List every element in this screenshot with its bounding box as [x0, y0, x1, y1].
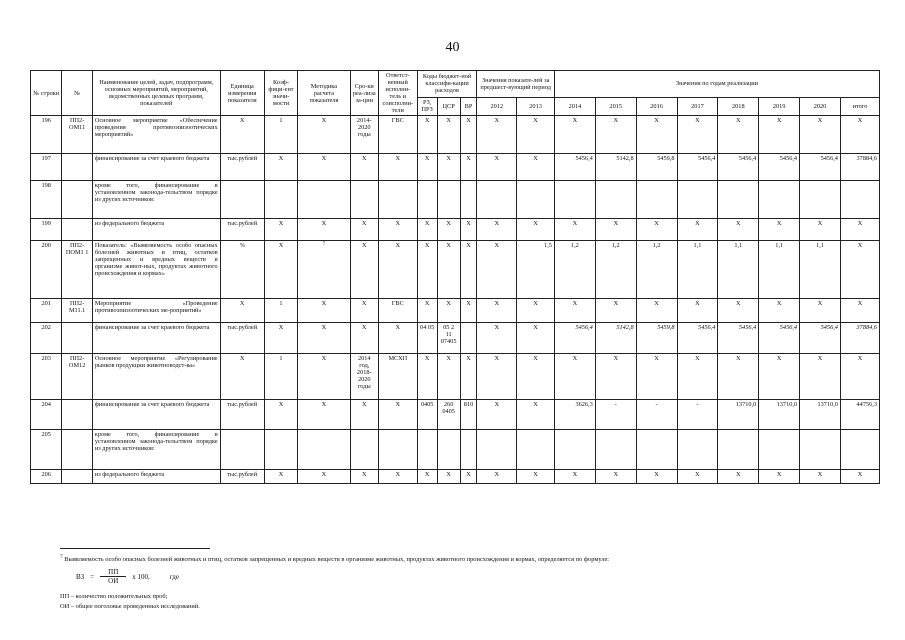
row-2019: X: [759, 116, 800, 154]
row-code: ПП2-М11.1: [62, 299, 92, 323]
row-2013: X: [517, 154, 555, 181]
row-2020: [800, 430, 841, 470]
row-vr: X: [460, 219, 477, 241]
row-total: X: [840, 116, 879, 154]
row-coef: X: [264, 219, 298, 241]
row-executor: [378, 430, 417, 470]
row-rz: X: [417, 354, 437, 400]
row-2018: X: [718, 116, 759, 154]
row-2013: X: [517, 116, 555, 154]
table-row: [31, 181, 880, 219]
row-coef: X: [264, 400, 298, 430]
table-row: [31, 241, 880, 299]
row-2013: X: [517, 354, 555, 400]
table-row: [31, 430, 880, 470]
row-2017: 1,1: [677, 241, 718, 299]
row-executor: X: [378, 219, 417, 241]
row-coef: X: [264, 154, 298, 181]
row-code: [62, 181, 92, 219]
row-vr: X: [460, 241, 477, 299]
row-name: Основное мероприятие «Обеспечение проведения противоэпизоотических мероприятий»: [92, 116, 220, 154]
table-row: [31, 299, 880, 323]
row-method: X: [298, 219, 350, 241]
row-vr: [460, 430, 477, 470]
row-vr: X: [460, 354, 477, 400]
row-unit: тыс.рублей: [220, 400, 264, 430]
row-2014: X: [554, 219, 595, 241]
legend-line-1: ПП – количество положительных проб;: [60, 593, 168, 600]
row-method: X: [298, 299, 350, 323]
row-2014: [554, 181, 595, 219]
row-csr: X: [437, 116, 460, 154]
row-term: [350, 181, 378, 219]
row-2013: X: [517, 219, 555, 241]
row-unit: X: [220, 354, 264, 400]
row-2012: X: [477, 299, 517, 323]
row-rz: X: [417, 299, 437, 323]
row-executor: X: [378, 470, 417, 484]
header-term: Сро-ки реа-лиза за-ции: [350, 71, 378, 116]
row-2015: 1,2: [595, 241, 636, 299]
row-term: X: [350, 299, 378, 323]
row-2020: 13710,0: [800, 400, 841, 430]
row-2015: [595, 181, 636, 219]
row-code: [62, 430, 92, 470]
header-row-1: [31, 71, 880, 98]
table-row: [31, 323, 880, 354]
row-executor: X: [378, 154, 417, 181]
legend-line-2: ОИ – общее поголовье проведенных исследований.: [60, 603, 200, 611]
row-unit: тыс.рублей: [220, 323, 264, 354]
footnote-mark: 7: [60, 554, 63, 560]
row-coef: [264, 181, 298, 219]
row-vr: [460, 181, 477, 219]
row-2017: X: [677, 354, 718, 400]
header-code-no: №: [62, 71, 92, 116]
row-2017: [677, 181, 718, 219]
header-2012: 2012: [477, 97, 517, 116]
header-rz: РЗ, ПРЗ: [417, 97, 437, 116]
row-2013: 1,5: [517, 241, 555, 299]
row-2020: X: [800, 116, 841, 154]
row-csr: X: [437, 241, 460, 299]
header-total: итого: [840, 97, 879, 116]
row-unit: [220, 430, 264, 470]
table-row: [31, 400, 880, 430]
row-vr: [460, 323, 477, 354]
row-executor: ГВС: [378, 116, 417, 154]
row-executor: [378, 181, 417, 219]
row-coef: 1: [264, 116, 298, 154]
row-2015: 5142,8: [595, 323, 636, 354]
row-2013: [517, 430, 555, 470]
row-coef: X: [264, 241, 298, 299]
row-2012: [477, 181, 517, 219]
row-name: финансирование за счет краевого бюджета: [92, 323, 220, 354]
row-name: кроме того, финансирование в установленном законода-тельством порядке из других источников:: [92, 430, 220, 470]
row-2018: X: [718, 354, 759, 400]
row-2019: X: [759, 299, 800, 323]
row-2015: [595, 430, 636, 470]
row-unit: %: [220, 241, 264, 299]
row-2016: X: [636, 116, 677, 154]
row-2020: X: [800, 219, 841, 241]
formula-fraction: [100, 568, 126, 585]
row-unit: тыс.рублей: [220, 154, 264, 181]
row-number: 196: [31, 116, 62, 154]
header-csr: ЦСР: [437, 97, 460, 116]
formula-numerator: ПП: [100, 568, 126, 577]
row-2017: X: [677, 219, 718, 241]
formula-denominator: ОИ: [108, 577, 119, 585]
row-method: X: [298, 470, 350, 484]
header-2015: 2015: [595, 97, 636, 116]
header-name: Наименование целей, задач, подпрограмм, основных мероприятий, мероприятий, ведомственных целевых программ, показателей: [92, 71, 220, 116]
row-csr: [437, 181, 460, 219]
row-method: X: [298, 400, 350, 430]
row-number: 203: [31, 354, 62, 400]
row-2016: X: [636, 299, 677, 323]
header-vr: ВР: [460, 97, 477, 116]
header-budget-codes: Коды бюджет-ной классифи-кации расходов: [417, 71, 477, 98]
row-rz: X: [417, 116, 437, 154]
row-2016: [636, 430, 677, 470]
row-rz: X: [417, 219, 437, 241]
row-2018: [718, 181, 759, 219]
footnote-text: Выявляемость особо опасных болезней животных и птиц, остатков запрещенных и вредных веществ в организме животных, продуктах животного происхождения и кормах, определяется по формуле:: [64, 556, 610, 564]
row-2020: X: [800, 470, 841, 484]
header-prev-values: Значения показате-лей за предшест-вующий период: [477, 71, 555, 98]
header-2014: 2014: [554, 97, 595, 116]
table-row: [31, 154, 880, 181]
row-name: Основное мероприятие «Регулирование рынков продукции животноводст-ва»: [92, 354, 220, 400]
table-row: [31, 354, 880, 400]
row-rz: 0405: [417, 400, 437, 430]
row-method: [298, 181, 350, 219]
row-method: X: [298, 116, 350, 154]
row-vr: X: [460, 154, 477, 181]
row-2019: X: [759, 219, 800, 241]
row-2014: [554, 430, 595, 470]
row-2019: [759, 430, 800, 470]
footnote-divider: [60, 548, 210, 549]
row-2012: X: [477, 323, 517, 354]
row-name: из федерального бюджета: [92, 470, 220, 484]
row-2015: -: [595, 400, 636, 430]
row-method: X: [298, 354, 350, 400]
row-rz: [417, 181, 437, 219]
row-csr: X: [437, 299, 460, 323]
row-2018: 5456,4: [718, 323, 759, 354]
row-2019: 1,1: [759, 241, 800, 299]
row-2015: 5142,8: [595, 154, 636, 181]
row-term: X: [350, 400, 378, 430]
row-2017: [677, 430, 718, 470]
header-2013: 2013: [517, 97, 555, 116]
header-years-values: Значения по годам реализации: [554, 71, 879, 98]
row-2012: X: [477, 400, 517, 430]
row-csr: X: [437, 470, 460, 484]
row-2015: X: [595, 470, 636, 484]
row-total: 37884,6: [840, 154, 879, 181]
row-code: [62, 219, 92, 241]
row-unit: X: [220, 299, 264, 323]
row-2014: 5456,4: [554, 323, 595, 354]
row-2016: 1,2: [636, 241, 677, 299]
row-total: 44756,3: [840, 400, 879, 430]
row-2016: 5459,8: [636, 154, 677, 181]
row-2017: -: [677, 400, 718, 430]
row-executor: ГВС: [378, 299, 417, 323]
row-2018: 13710,0: [718, 400, 759, 430]
formula-multiplier: х 100,: [132, 572, 150, 581]
row-2014: X: [554, 116, 595, 154]
row-name: Мероприятие «Проведение противоэпизоотических ме-роприятий»: [92, 299, 220, 323]
row-2018: 1,1: [718, 241, 759, 299]
row-term: X: [350, 154, 378, 181]
row-vr: X: [460, 116, 477, 154]
row-2014: X: [554, 299, 595, 323]
row-2020: 5456,4: [800, 323, 841, 354]
row-term: 2014-2020 годы: [350, 116, 378, 154]
row-vr: 810: [460, 400, 477, 430]
row-2020: X: [800, 299, 841, 323]
row-number: 200: [31, 241, 62, 299]
row-2016: X: [636, 219, 677, 241]
row-name: из федерального бюджета: [92, 219, 220, 241]
row-unit: X: [220, 116, 264, 154]
row-total: X: [840, 219, 879, 241]
row-total: X: [840, 354, 879, 400]
row-2020: X: [800, 354, 841, 400]
row-executor: X: [378, 323, 417, 354]
row-coef: X: [264, 323, 298, 354]
row-rz: X: [417, 470, 437, 484]
row-number: 205: [31, 430, 62, 470]
header-2018: 2018: [718, 97, 759, 116]
row-name: кроме того, финансирование в установленном законода-тельством порядке из других источников:: [92, 181, 220, 219]
row-total: 37884,6: [840, 323, 879, 354]
row-2016: 5459,8: [636, 323, 677, 354]
row-total: [840, 181, 879, 219]
row-2018: X: [718, 299, 759, 323]
program-table: [30, 70, 880, 484]
row-number: 198: [31, 181, 62, 219]
row-rz: X: [417, 241, 437, 299]
footnote: [60, 554, 860, 563]
row-rz: 04 05: [417, 323, 437, 354]
row-vr: X: [460, 299, 477, 323]
row-name: финансирование за счет краевого бюджета: [92, 400, 220, 430]
formula-equals: =: [90, 572, 95, 581]
formula-lhs: ВЗ: [76, 572, 85, 581]
row-2019: 5456,4: [759, 154, 800, 181]
row-number: 197: [31, 154, 62, 181]
row-2020: 5456,4: [800, 154, 841, 181]
row-2012: [477, 430, 517, 470]
row-2014: 5456,4: [554, 154, 595, 181]
row-2014: 3626,3: [554, 400, 595, 430]
formula: [76, 568, 179, 585]
row-number: 199: [31, 219, 62, 241]
row-csr: [437, 430, 460, 470]
row-unit: тыс.рублей: [220, 219, 264, 241]
row-total: [840, 430, 879, 470]
header-unit: Единица измерения показателя: [220, 71, 264, 116]
row-coef: X: [264, 470, 298, 484]
row-2015: X: [595, 354, 636, 400]
row-2013: X: [517, 400, 555, 430]
row-number: 206: [31, 470, 62, 484]
row-2019: 13710,0: [759, 400, 800, 430]
row-2017: 5456,4: [677, 154, 718, 181]
row-code: [62, 400, 92, 430]
table-row: [31, 470, 880, 484]
row-2012: X: [477, 154, 517, 181]
row-2013: [517, 181, 555, 219]
row-2014: 1,2: [554, 241, 595, 299]
row-csr: 260 0405: [437, 400, 460, 430]
row-2013: X: [517, 299, 555, 323]
formula-where: где: [169, 572, 179, 581]
row-method: X: [298, 154, 350, 181]
row-total: X: [840, 241, 879, 299]
row-csr: X: [437, 354, 460, 400]
row-unit: тыс.рублей: [220, 470, 264, 484]
row-2012: X: [477, 116, 517, 154]
row-2019: X: [759, 470, 800, 484]
row-2017: X: [677, 116, 718, 154]
row-rz: [417, 430, 437, 470]
row-code: ПП2-ПОМ1 1: [62, 241, 92, 299]
row-2016: -: [636, 400, 677, 430]
row-2013: X: [517, 323, 555, 354]
row-rz: X: [417, 154, 437, 181]
row-2020: 1,1: [800, 241, 841, 299]
row-2016: X: [636, 470, 677, 484]
row-executor: X: [378, 241, 417, 299]
row-code: [62, 154, 92, 181]
row-2016: [636, 181, 677, 219]
header-2019: 2019: [759, 97, 800, 116]
row-2012: X: [477, 219, 517, 241]
formula-legend: [60, 592, 200, 613]
row-2015: X: [595, 299, 636, 323]
row-method: [298, 430, 350, 470]
header-coef: Коэф-фици-ент значи-мости: [264, 71, 298, 116]
page-number: 40: [445, 40, 460, 55]
row-number: 201: [31, 299, 62, 323]
row-term: X: [350, 470, 378, 484]
row-name: Показатель: «Выявляемость особо опасных болезней животных и птиц, остатков запрещенных и вредных веществ в организме живот-ных, продуктах животного происхождения и кормах»: [92, 241, 220, 299]
row-2017: 5456,4: [677, 323, 718, 354]
header-2017: 2017: [677, 97, 718, 116]
row-csr: X: [437, 154, 460, 181]
row-coef: 1: [264, 299, 298, 323]
row-2018: X: [718, 470, 759, 484]
row-2015: X: [595, 116, 636, 154]
row-executor: X: [378, 400, 417, 430]
row-term: X: [350, 323, 378, 354]
row-2014: X: [554, 470, 595, 484]
row-term: 2014 год, 2018-2020 годы: [350, 354, 378, 400]
header-method: Методика расчета показателя: [298, 71, 350, 116]
row-coef: 1: [264, 354, 298, 400]
row-number: 204: [31, 400, 62, 430]
row-vr: X: [460, 470, 477, 484]
row-number: 202: [31, 323, 62, 354]
row-2014: X: [554, 354, 595, 400]
row-code: ПП2-ОМ11: [62, 116, 92, 154]
row-method: X: [298, 323, 350, 354]
row-term: X: [350, 219, 378, 241]
table-row: [31, 116, 880, 154]
row-2015: X: [595, 219, 636, 241]
row-total: X: [840, 299, 879, 323]
table-row: [31, 219, 880, 241]
row-coef: [264, 430, 298, 470]
row-executor: МСХП: [378, 354, 417, 400]
row-2018: [718, 430, 759, 470]
row-csr: X: [437, 219, 460, 241]
row-name: финансирование за счет краевого бюджета: [92, 154, 220, 181]
header-row-no: № строки: [31, 71, 62, 116]
row-2019: [759, 181, 800, 219]
row-term: X: [350, 241, 378, 299]
row-2019: 5456,4: [759, 323, 800, 354]
row-2019: X: [759, 354, 800, 400]
row-unit: [220, 181, 264, 219]
row-2016: X: [636, 354, 677, 400]
header-2020: 2020: [800, 97, 841, 116]
row-total: X: [840, 470, 879, 484]
row-2017: X: [677, 470, 718, 484]
row-2017: X: [677, 299, 718, 323]
row-term: [350, 430, 378, 470]
row-2012: X: [477, 470, 517, 484]
row-code: [62, 323, 92, 354]
row-2012: X: [477, 241, 517, 299]
header-executor: Ответст-венный исполни-тель и соисполни-тели: [378, 71, 417, 116]
row-2020: [800, 181, 841, 219]
row-2018: 5456,4: [718, 154, 759, 181]
row-csr: 05 2 11 07405: [437, 323, 460, 354]
header-2016: 2016: [636, 97, 677, 116]
row-2013: X: [517, 470, 555, 484]
row-2012: X: [477, 354, 517, 400]
row-2018: X: [718, 219, 759, 241]
row-code: [62, 470, 92, 484]
row-method: 7: [298, 241, 350, 299]
row-code: ПП2-ОМ12: [62, 354, 92, 400]
